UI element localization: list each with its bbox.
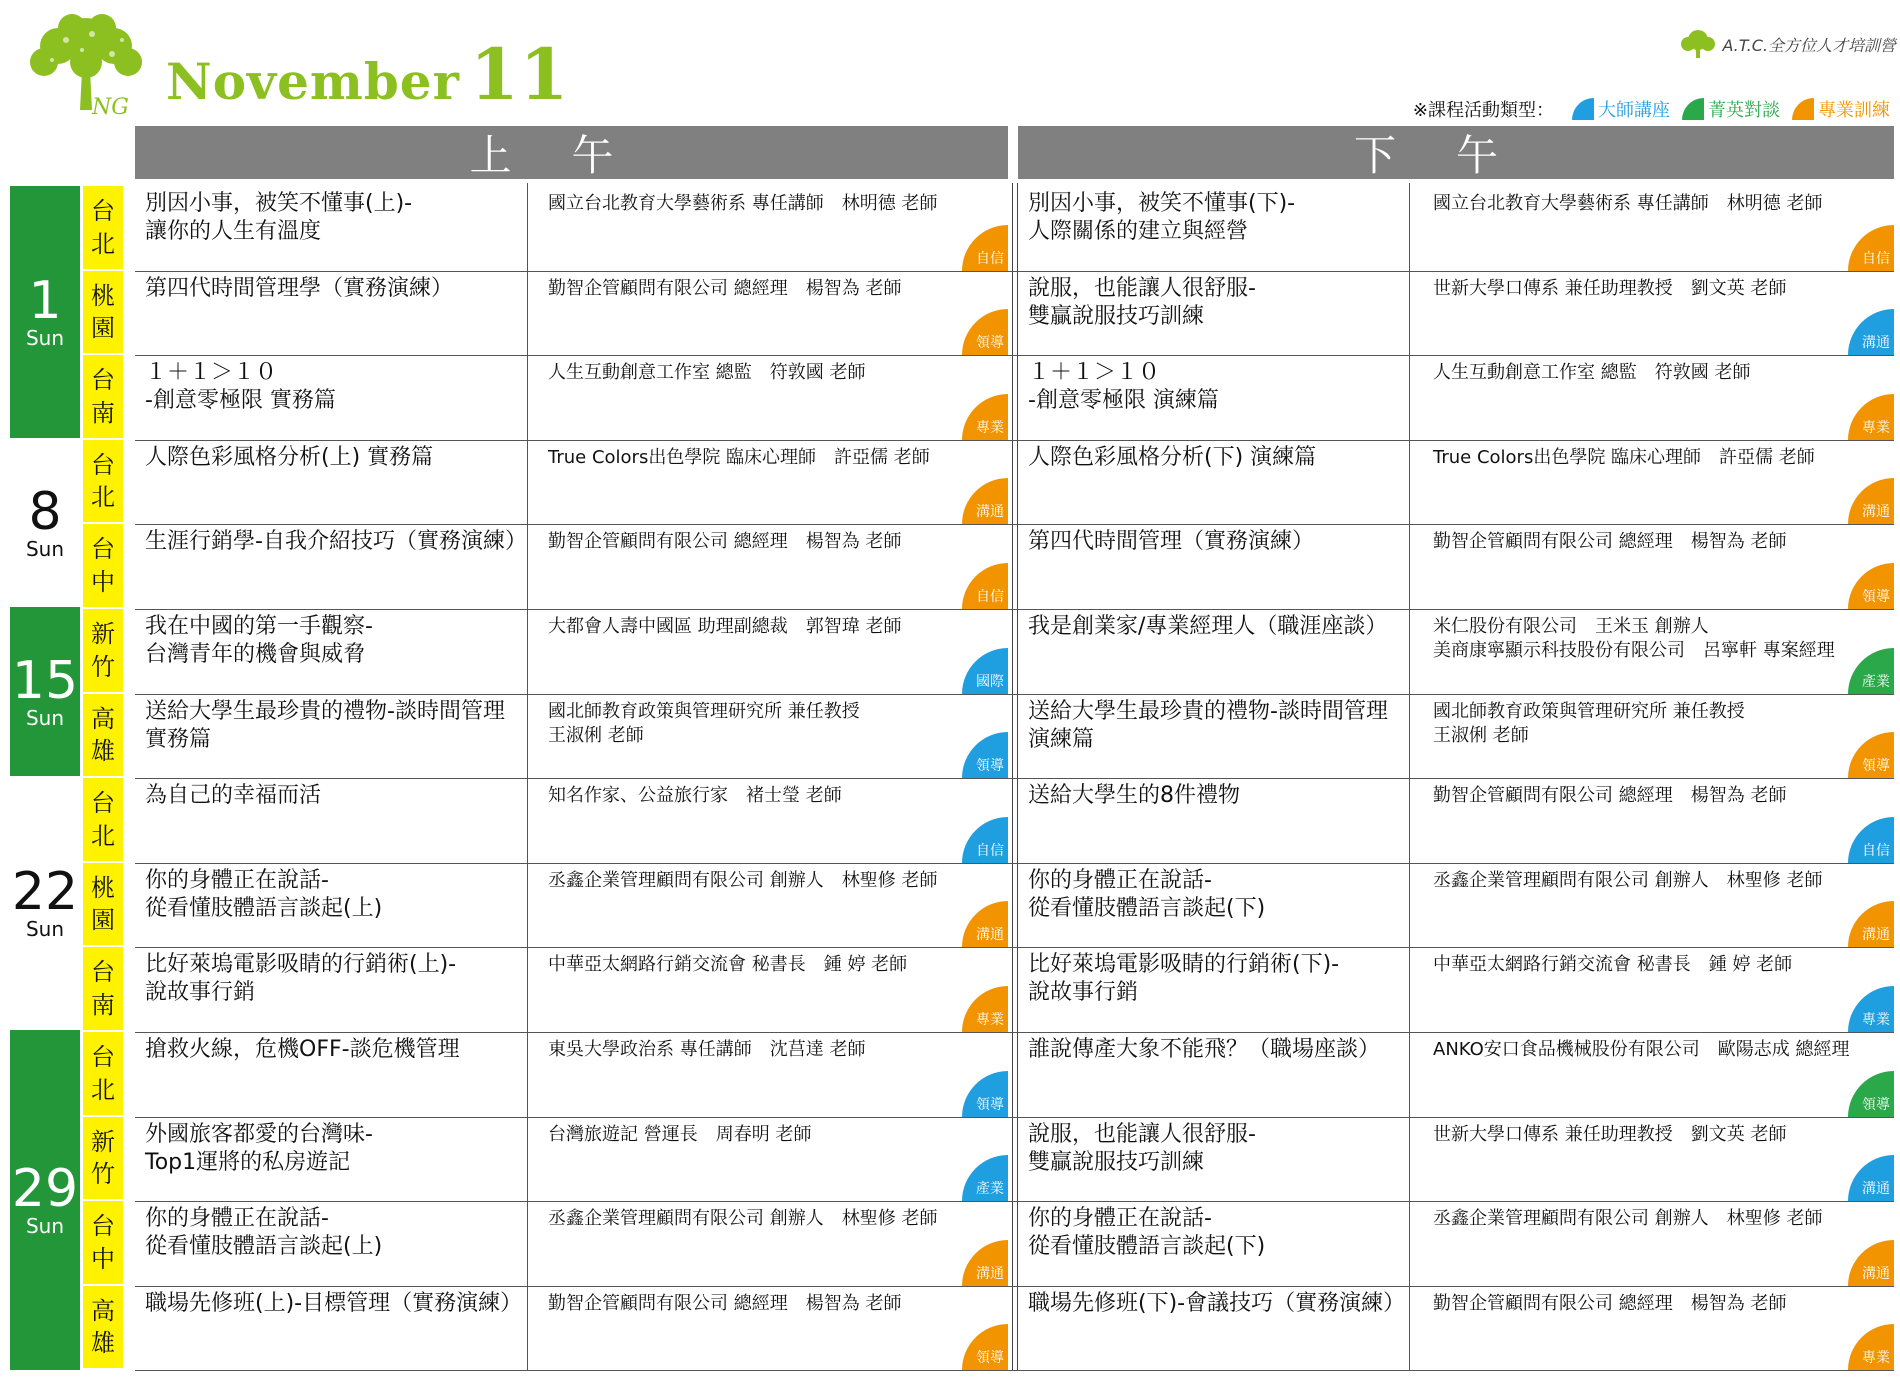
city-label bbox=[83, 355, 123, 438]
schedule-row bbox=[135, 524, 1894, 610]
city-label bbox=[83, 1201, 123, 1284]
city-label bbox=[83, 440, 123, 522]
city-char: 台 bbox=[91, 789, 115, 818]
morning-category-tag: 領導 bbox=[962, 732, 1008, 778]
morning-course-title: 職場先修班(上)-目標管理（實務演練） bbox=[145, 1291, 523, 1316]
afternoon-category-tag: 溝通 bbox=[1848, 1155, 1894, 1201]
city-label bbox=[83, 1032, 123, 1115]
afternoon-speaker: True Colors出色學院 臨床心理師 許亞儒 老師 bbox=[1433, 447, 1815, 468]
day-block: 15 Sun bbox=[10, 607, 80, 776]
city-char: 南 bbox=[91, 990, 115, 1019]
page-title bbox=[166, 33, 570, 116]
morning-course-title: 你的身體正在說話- 從看懂肢體語言談起(上) bbox=[145, 1206, 383, 1260]
city-char: 北 bbox=[91, 483, 115, 511]
afternoon-speaker: 勤智企管顧問有限公司 總經理 楊智為 老師 bbox=[1433, 531, 1787, 552]
morning-speaker: 中華亞太網路行銷交流會 秘書長 鍾 婷 老師 bbox=[548, 954, 908, 975]
city-char: 竹 bbox=[91, 1160, 115, 1188]
afternoon-course-title: 你的身體正在說話- 從看懂肢體語言談起(下) bbox=[1028, 1206, 1266, 1260]
afternoon-category-tag: 專業 bbox=[1848, 986, 1894, 1032]
morning-course-title: 人際色彩風格分析(上) 實務篇 bbox=[145, 445, 434, 470]
afternoon-category-tag: 領導 bbox=[1848, 732, 1894, 778]
city-label bbox=[83, 947, 123, 1030]
afternoon-header: 下午 bbox=[1018, 126, 1894, 179]
afternoon-course-title: 人際色彩風格分析(下) 演練篇 bbox=[1028, 445, 1317, 470]
morning-course-title: 我在中國的第一手觀察- 台灣青年的機會與威脅 bbox=[145, 614, 373, 668]
city-char: 桃 bbox=[91, 281, 115, 310]
afternoon-course-title: １＋１＞１０ -創意零極限 演練篇 bbox=[1028, 360, 1219, 414]
schedule-row bbox=[135, 355, 1894, 441]
morning-course-title: 別因小事，被笑不懂事(上)- 讓你的人生有溫度 bbox=[145, 191, 413, 245]
month-number: 11 bbox=[469, 33, 570, 116]
afternoon-speaker: 世新大學口傳系 兼任助理教授 劉文英 老師 bbox=[1433, 278, 1787, 299]
morning-speaker: True Colors出色學院 臨床心理師 許亞儒 老師 bbox=[548, 447, 930, 468]
morning-category-tag: 專業 bbox=[962, 394, 1008, 440]
org-logo bbox=[1678, 28, 1896, 60]
afternoon-speaker: ANKO安口食品機械股份有限公司 歐陽志成 總經理 bbox=[1433, 1039, 1850, 1060]
schedule-row bbox=[135, 1032, 1894, 1118]
legend-item-master: 大師講座 bbox=[1572, 96, 1670, 122]
afternoon-course-title: 說服，也能讓人很舒服- 雙贏說服技巧訓練 bbox=[1028, 1122, 1256, 1176]
afternoon-course-title: 比好萊塢電影吸睛的行銷術(下)- 說故事行銷 bbox=[1028, 952, 1340, 1006]
afternoon-speaker: 國北師教育政策與管理研究所 兼任教授 王淑俐 老師 bbox=[1433, 701, 1745, 747]
afternoon-speaker: 丞鑫企業管理顧問有限公司 創辦人 林聖修 老師 bbox=[1433, 1208, 1823, 1229]
afternoon-speaker: 世新大學口傳系 兼任助理教授 劉文英 老師 bbox=[1433, 1124, 1787, 1145]
morning-speaker: 丞鑫企業管理顧問有限公司 創辦人 林聖修 老師 bbox=[548, 870, 938, 891]
city-char: 雄 bbox=[91, 1329, 115, 1357]
svg-text:NG: NG bbox=[92, 95, 129, 120]
afternoon-speaker: 國立台北教育大學藝術系 專任講師 林明德 老師 bbox=[1433, 193, 1823, 214]
schedule-row bbox=[135, 778, 1894, 864]
morning-category-tag: 溝通 bbox=[962, 1240, 1008, 1286]
afternoon-course-title: 第四代時間管理（實務演練） bbox=[1028, 529, 1315, 554]
morning-category-tag: 自信 bbox=[962, 225, 1008, 271]
afternoon-category-tag: 產業 bbox=[1848, 648, 1894, 694]
city-char: 北 bbox=[91, 821, 115, 850]
morning-course-title: 送給大學生最珍貴的禮物-談時間管理 實務篇 bbox=[145, 699, 505, 753]
morning-category-tag: 自信 bbox=[962, 817, 1008, 863]
city-char: 南 bbox=[91, 398, 115, 427]
city-char: 高 bbox=[91, 704, 115, 733]
org-name: A.T.C.全方位人才培訓營 bbox=[1722, 35, 1896, 55]
afternoon-category-tag: 溝通 bbox=[1848, 309, 1894, 355]
afternoon-course-title: 職場先修班(下)-會議技巧（實務演練） bbox=[1028, 1291, 1406, 1316]
afternoon-course-title: 你的身體正在說話- 從看懂肢體語言談起(下) bbox=[1028, 868, 1266, 922]
afternoon-category-tag: 溝通 bbox=[1848, 478, 1894, 524]
morning-speaker: 丞鑫企業管理顧問有限公司 創辦人 林聖修 老師 bbox=[548, 1208, 938, 1229]
morning-course-title: 為自己的幸福而活 bbox=[145, 783, 322, 808]
morning-speaker: 勤智企管顧問有限公司 總經理 楊智為 老師 bbox=[548, 1293, 902, 1314]
schedule-row bbox=[135, 863, 1894, 948]
morning-speaker: 國立台北教育大學藝術系 專任講師 林明德 老師 bbox=[548, 193, 938, 214]
morning-course-title: 第四代時間管理學（實務演練） bbox=[145, 276, 454, 301]
afternoon-course-title: 說服，也能讓人很舒服- 雙贏說服技巧訓練 bbox=[1028, 276, 1256, 330]
morning-course-title: 搶救火線，危機OFF-談危機管理 bbox=[145, 1037, 460, 1062]
day-block: 8 Sun bbox=[10, 438, 80, 607]
city-label bbox=[83, 609, 123, 692]
morning-category-tag: 國際 bbox=[962, 648, 1008, 694]
city-char: 園 bbox=[91, 314, 115, 342]
schedule-row bbox=[135, 1117, 1894, 1202]
afternoon-speaker: 勤智企管顧問有限公司 總經理 楊智為 老師 bbox=[1433, 785, 1787, 806]
afternoon-category-tag: 自信 bbox=[1848, 225, 1894, 271]
city-char: 台 bbox=[91, 450, 115, 479]
city-char: 台 bbox=[91, 197, 115, 226]
morning-header: 上午 bbox=[135, 126, 1008, 179]
schedule-row bbox=[135, 440, 1894, 525]
city-char: 新 bbox=[91, 1127, 115, 1156]
schedule-row bbox=[135, 609, 1894, 695]
schedule-row bbox=[135, 1286, 1894, 1371]
afternoon-course-title: 送給大學生最珍貴的禮物-談時間管理 演練篇 bbox=[1028, 699, 1388, 753]
city-label bbox=[83, 186, 123, 269]
afternoon-course-title: 我是創業家/專業經理人（職涯座談） bbox=[1028, 614, 1388, 639]
morning-category-tag: 領導 bbox=[962, 1324, 1008, 1370]
morning-course-title: 比好萊塢電影吸睛的行銷術(上)- 說故事行銷 bbox=[145, 952, 457, 1006]
afternoon-course-title: 誰說傳產大象不能飛？（職場座談） bbox=[1028, 1037, 1381, 1062]
afternoon-category-tag: 溝通 bbox=[1848, 1240, 1894, 1286]
morning-course-title: 生涯行銷學-自我介紹技巧（實務演練） bbox=[145, 529, 527, 554]
city-char: 雄 bbox=[91, 737, 115, 765]
city-char: 台 bbox=[91, 1043, 115, 1072]
morning-speaker: 大都會人壽中國區 助理副總裁 郭智瑋 老師 bbox=[548, 616, 902, 637]
green-quarter-icon bbox=[1682, 98, 1704, 120]
city-char: 桃 bbox=[91, 873, 115, 902]
small-tree-icon bbox=[1678, 28, 1718, 60]
afternoon-category-tag: 溝通 bbox=[1848, 901, 1894, 947]
afternoon-speaker: 勤智企管顧問有限公司 總經理 楊智為 老師 bbox=[1433, 1293, 1787, 1314]
day-block: 1 Sun bbox=[10, 186, 80, 438]
morning-speaker: 東吳大學政治系 專任講師 沈莒達 老師 bbox=[548, 1039, 866, 1060]
morning-speaker: 國北師教育政策與管理研究所 兼任教授 王淑俐 老師 bbox=[548, 701, 860, 747]
afternoon-category-tag: 專業 bbox=[1848, 394, 1894, 440]
city-char: 北 bbox=[91, 229, 115, 258]
morning-category-tag: 溝通 bbox=[962, 478, 1008, 524]
morning-course-title: １＋１＞１０ -創意零極限 實務篇 bbox=[145, 360, 336, 414]
city-char: 北 bbox=[91, 1075, 115, 1104]
city-char: 園 bbox=[91, 906, 115, 934]
schedule-row bbox=[135, 694, 1894, 779]
day-block: 29 Sun bbox=[10, 1030, 80, 1370]
morning-speaker: 知名作家、公益旅行家 褚士瑩 老師 bbox=[548, 785, 842, 806]
afternoon-category-tag: 自信 bbox=[1848, 817, 1894, 863]
city-char: 新 bbox=[91, 620, 115, 649]
morning-category-tag: 自信 bbox=[962, 563, 1008, 609]
morning-category-tag: 溝通 bbox=[962, 901, 1008, 947]
city-label bbox=[83, 524, 123, 607]
city-char: 台 bbox=[91, 958, 115, 987]
city-label bbox=[83, 1286, 123, 1368]
afternoon-speaker: 米仁股份有限公司 王米玉 創辦人 美商康寧顯示科技股份有限公司 呂寧軒 專案經理 bbox=[1433, 616, 1835, 662]
city-label bbox=[83, 863, 123, 945]
morning-course-title: 外國旅客都愛的台灣味- Top1運將的私房遊記 bbox=[145, 1122, 373, 1176]
city-char: 中 bbox=[91, 567, 115, 596]
schedule-row bbox=[135, 947, 1894, 1033]
city-label bbox=[83, 778, 123, 861]
legend-item-pro: 專業訓練 bbox=[1792, 96, 1890, 122]
schedule-row bbox=[135, 271, 1894, 356]
morning-category-tag: 產業 bbox=[962, 1155, 1008, 1201]
schedule-row bbox=[135, 1201, 1894, 1287]
tree-logo bbox=[22, 10, 150, 120]
city-label bbox=[83, 1117, 123, 1199]
afternoon-speaker: 中華亞太網路行銷交流會 秘書長 鍾 婷 老師 bbox=[1433, 954, 1793, 975]
morning-category-tag: 領導 bbox=[962, 1071, 1008, 1117]
afternoon-course-title: 送給大學生的8件禮物 bbox=[1028, 783, 1240, 808]
orange-quarter-icon bbox=[1792, 98, 1814, 120]
morning-speaker: 勤智企管顧問有限公司 總經理 楊智為 老師 bbox=[548, 278, 902, 299]
afternoon-category-tag: 專業 bbox=[1848, 1324, 1894, 1370]
schedule-row bbox=[135, 186, 1894, 272]
city-label bbox=[83, 271, 123, 353]
morning-category-tag: 領導 bbox=[962, 309, 1008, 355]
afternoon-category-tag: 領導 bbox=[1848, 1071, 1894, 1117]
legend-item-elite: 菁英對談 bbox=[1682, 96, 1780, 122]
morning-speaker: 人生互動創意工作室 總監 符敦國 老師 bbox=[548, 362, 866, 383]
afternoon-speaker: 人生互動創意工作室 總監 符敦國 老師 bbox=[1433, 362, 1751, 383]
blue-quarter-icon bbox=[1572, 98, 1594, 120]
month-name: November bbox=[166, 52, 460, 111]
day-block: 22 Sun bbox=[10, 776, 80, 1030]
city-char: 台 bbox=[91, 366, 115, 395]
morning-speaker: 勤智企管顧問有限公司 總經理 楊智為 老師 bbox=[548, 531, 902, 552]
city-label bbox=[83, 694, 123, 776]
morning-category-tag: 專業 bbox=[962, 986, 1008, 1032]
city-char: 台 bbox=[91, 535, 115, 564]
legend bbox=[1413, 96, 1890, 122]
city-char: 高 bbox=[91, 1296, 115, 1325]
morning-speaker: 台灣旅遊記 營運長 周春明 老師 bbox=[548, 1124, 812, 1145]
morning-course-title: 你的身體正在說話- 從看懂肢體語言談起(上) bbox=[145, 868, 383, 922]
city-char: 台 bbox=[91, 1212, 115, 1241]
afternoon-course-title: 別因小事，被笑不懂事(下)- 人際關係的建立與經營 bbox=[1028, 191, 1296, 245]
afternoon-category-tag: 領導 bbox=[1848, 563, 1894, 609]
afternoon-speaker: 丞鑫企業管理顧問有限公司 創辦人 林聖修 老師 bbox=[1433, 870, 1823, 891]
legend-label: ※課程活動類型： bbox=[1412, 100, 1554, 121]
city-char: 竹 bbox=[91, 652, 115, 681]
city-char: 中 bbox=[91, 1244, 115, 1273]
